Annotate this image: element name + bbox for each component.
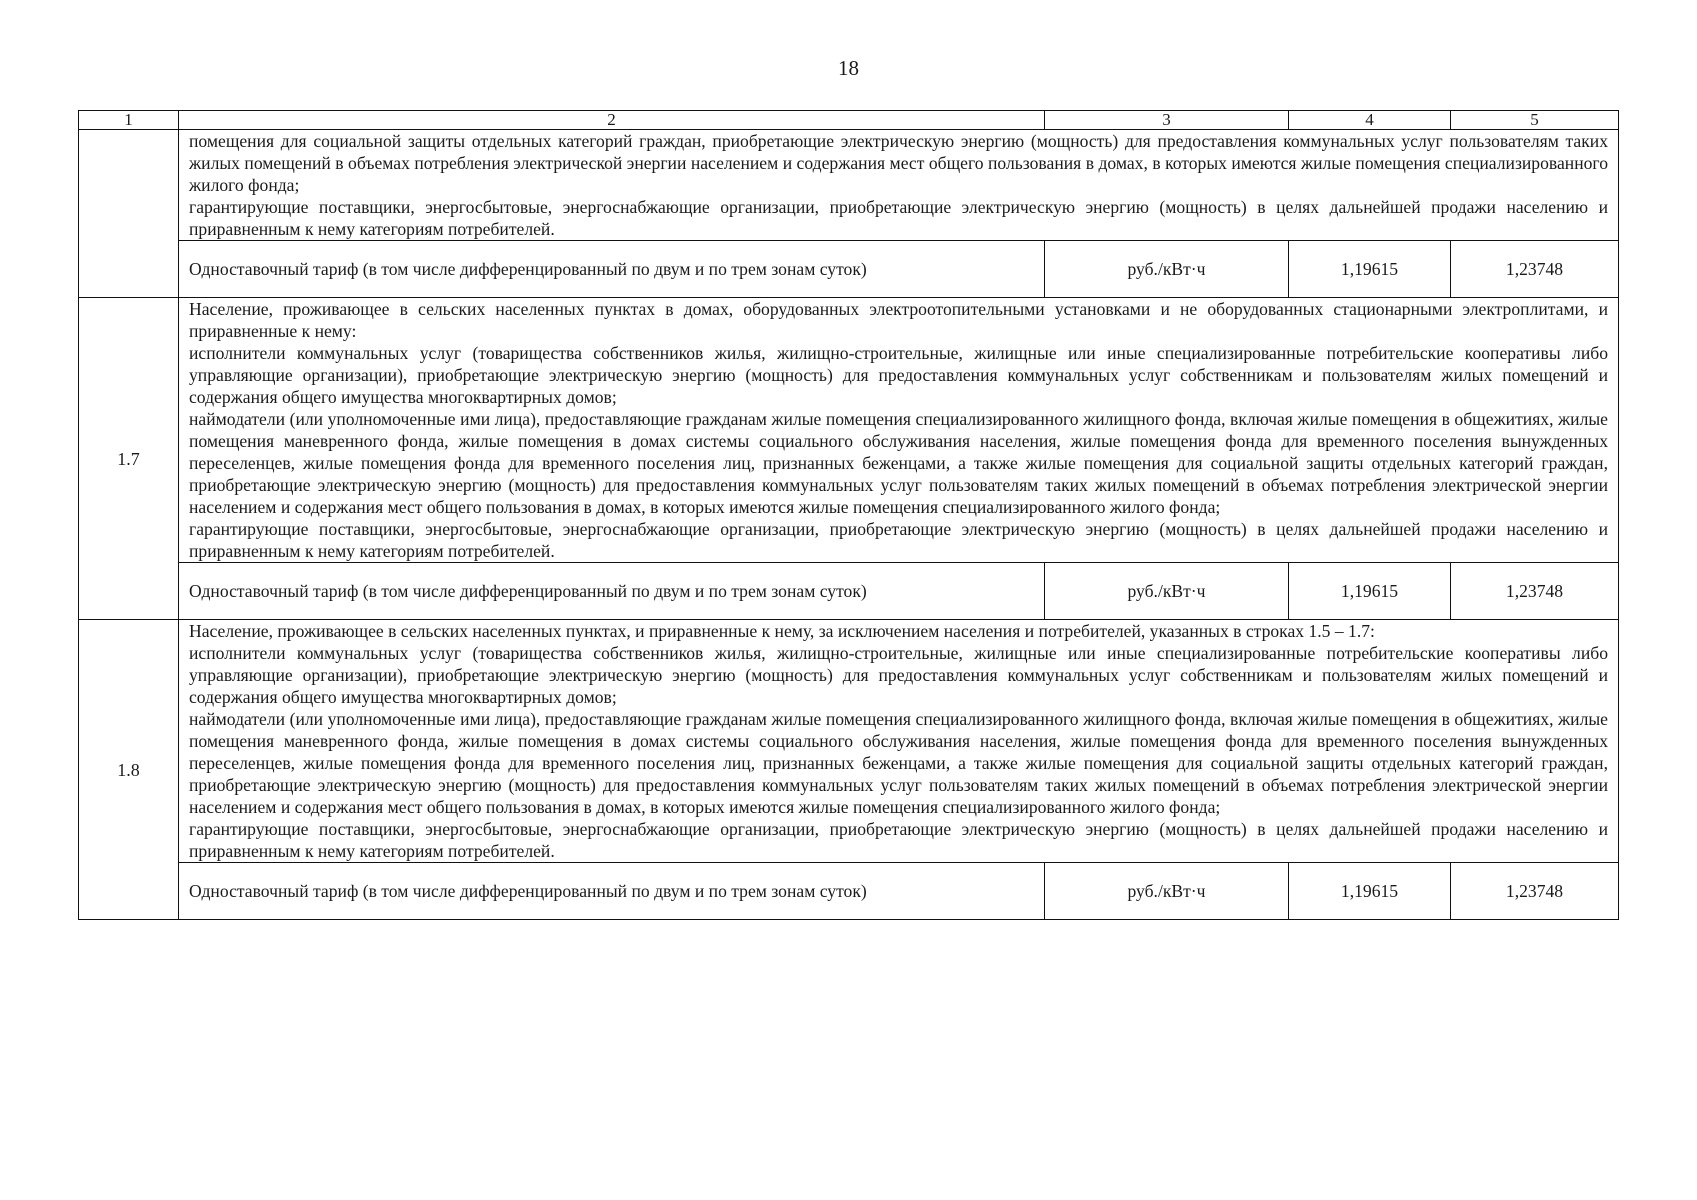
table-row-1-7-description xyxy=(79,298,1619,563)
unit-cell: руб./кВт·ч xyxy=(1045,863,1289,920)
description-paragraph: Население, проживающее в сельских населенных пунктах в домах, оборудованных электроотопительными установками и не оборудованных стационарными электроплитами, и приравненные к нему: xyxy=(189,299,1608,341)
description-paragraph: Население, проживающее в сельских населенных пунктах, и приравненные к нему, за исключением населения и потребителей, указанных в строках 1.5 – 1.7: xyxy=(189,621,1375,641)
description-paragraph: исполнители коммунальных услуг (товарищества собственников жилья, жилищно-строительные, жилищные или иные специализированные потребительские кооперативы либо управляющие организации), приобретающие электрическую энергию (мощность) для предоставления коммунальных услуг собственникам и пользователям жилых помещений и содержания общего имущества многоквартирных домов; xyxy=(189,343,1608,407)
row-number-cell: 1.8 xyxy=(79,620,179,920)
row-number-cell xyxy=(79,130,179,298)
description-paragraph: исполнители коммунальных услуг (товарищества собственников жилья, жилищно-строительные, жилищные или иные специализированные потребительские кооперативы либо управляющие организации), приобретающие электрическую энергию (мощность) для предоставления коммунальных услуг собственникам и пользователям жилых помещений и содержания общего имущества многоквартирных домов; xyxy=(189,643,1608,707)
tariff-name-cell: Одноставочный тариф (в том числе дифференцированный по двум и по трем зонам суток) xyxy=(179,241,1045,298)
unit-cell: руб./кВт·ч xyxy=(1045,563,1289,620)
consumer-category-description xyxy=(179,298,1619,563)
row-number-cell: 1.7 xyxy=(79,298,179,620)
column-header-1: 1 xyxy=(79,111,179,130)
column-header-3: 3 xyxy=(1045,111,1289,130)
tariff-table xyxy=(78,110,1619,920)
table-row-tariff xyxy=(79,863,1619,920)
page-number: 18 xyxy=(838,56,859,80)
table-row-tariff xyxy=(79,241,1619,298)
tariff-value-col5-cell: 1,23748 xyxy=(1451,863,1619,920)
tariff-value-col5-cell: 1,23748 xyxy=(1451,241,1619,298)
description-paragraph: наймодатели (или уполномоченные ими лица), предоставляющие гражданам жилые помещения специализированного жилищного фонда, включая жилые помещения в общежитиях, жилые помещения маневренного фонда, жилые помещения в домах системы социального обслуживания населения, жилые помещения фонда для временного поселения вынужденных переселенцев, жилые помещения фонда для временного поселения лиц, признанных беженцами, а также жилые помещения для социальной защиты отдельных категорий граждан, приобретающие электрическую энергию (мощность) для предоставления коммунальных услуг пользователям таких жилых помещений в объемах потребления электрической энергии населением и содержания мест общего пользования в домах, в которых имеются жилые помещения специализированного жилого фонда; xyxy=(189,709,1608,817)
consumer-category-description xyxy=(179,130,1619,241)
column-number-header-row xyxy=(79,111,1619,130)
description-paragraph: гарантирующие поставщики, энергосбытовые, энергоснабжающие организации, приобретающие электрическую энергию (мощность) в целях дальнейшей продажи населению и приравненным к нему категориям потребителей. xyxy=(189,197,1608,239)
tariff-name-cell: Одноставочный тариф (в том числе дифференцированный по двум и по трем зонам суток) xyxy=(179,563,1045,620)
description-paragraph: гарантирующие поставщики, энергосбытовые, энергоснабжающие организации, приобретающие электрическую энергию (мощность) в целях дальнейшей продажи населению и приравненным к нему категориям потребителей. xyxy=(189,519,1608,561)
unit-cell: руб./кВт·ч xyxy=(1045,241,1289,298)
tariff-value-col4-cell: 1,19615 xyxy=(1289,563,1451,620)
description-paragraph: наймодатели (или уполномоченные ими лица), предоставляющие гражданам жилые помещения специализированного жилищного фонда, включая жилые помещения в общежитиях, жилые помещения маневренного фонда, жилые помещения в домах системы социального обслуживания населения, жилые помещения фонда для временного поселения вынужденных переселенцев, жилые помещения фонда для временного поселения лиц, признанных беженцами, а также жилые помещения для социальной защиты отдельных категорий граждан, приобретающие электрическую энергию (мощность) для предоставления коммунальных услуг пользователям таких жилых помещений в объемах потребления электрической энергии населением и содержания мест общего пользования в домах, в которых имеются жилые помещения специализированного жилого фонда; xyxy=(189,409,1608,517)
column-header-2: 2 xyxy=(179,111,1045,130)
description-paragraph: помещения для социальной защиты отдельных категорий граждан, приобретающие электрическую энергию (мощность) для предоставления коммунальных услуг пользователям таких жилых помещений в объемах потребления электрической энергии населением и содержания мест общего пользования в домах, в которых имеются жилые помещения специализированного жилого фонда; xyxy=(189,131,1608,195)
tariff-table-container xyxy=(78,110,1618,920)
table-row-continuation-description xyxy=(79,130,1619,241)
column-header-5: 5 xyxy=(1451,111,1619,130)
tariff-value-col4-cell: 1,19615 xyxy=(1289,241,1451,298)
tariff-name-cell: Одноставочный тариф (в том числе дифференцированный по двум и по трем зонам суток) xyxy=(179,863,1045,920)
column-header-4: 4 xyxy=(1289,111,1451,130)
tariff-value-col5-cell: 1,23748 xyxy=(1451,563,1619,620)
table-row-1-8-description xyxy=(79,620,1619,863)
description-paragraph: гарантирующие поставщики, энергосбытовые, энергоснабжающие организации, приобретающие электрическую энергию (мощность) в целях дальнейшей продажи населению и приравненным к нему категориям потребителей. xyxy=(189,819,1608,861)
consumer-category-description xyxy=(179,620,1619,863)
table-row-tariff xyxy=(79,563,1619,620)
tariff-value-col4-cell: 1,19615 xyxy=(1289,863,1451,920)
